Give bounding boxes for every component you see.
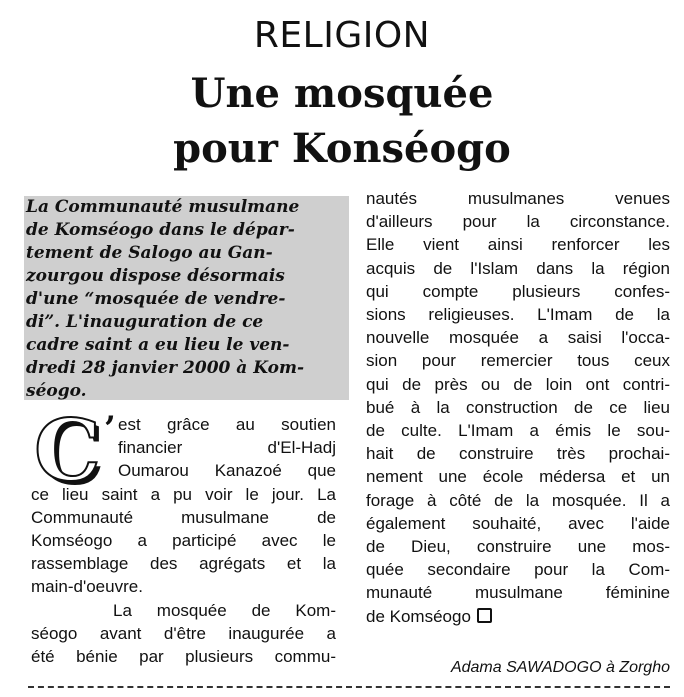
body-line: est grâce au soutien <box>118 415 336 434</box>
body-column-right <box>366 187 670 628</box>
body-line: main-d'oeuvre. <box>31 577 143 597</box>
body-line-last <box>366 605 670 628</box>
section-rubric: RELIGION <box>253 15 431 56</box>
bottom-dashed-rule <box>28 686 670 688</box>
lede-line: cadre saint a eu lieu le ven- <box>26 335 290 355</box>
body-line-text: de Komséogo <box>366 606 471 626</box>
lede-line: di”. L'inauguration de ce <box>26 312 264 332</box>
lede-line: zourgou dispose désormais <box>26 266 285 286</box>
body-line: qui de près ou de loin ont contri- <box>366 374 670 394</box>
body-line: d'ailleurs pour la circonstance. <box>366 212 670 232</box>
drop-cap-apostrophe: ’ <box>104 409 116 449</box>
body-line: forage à côté de la mosquée. Il a <box>366 490 670 510</box>
body-line: sion pour remercier tous ceux <box>366 351 670 371</box>
lede-line: d'une “mosquée de vendre- <box>26 289 286 309</box>
body-line: de Dieu, construire une mos- <box>366 537 670 557</box>
end-of-article-box-icon <box>477 608 492 623</box>
body-line: nouvelle mosquée a saisi l'occa- <box>366 328 670 348</box>
body-line: nement une école médersa et un <box>366 467 670 487</box>
body-line: de culte. L'Imam a émis le sou- <box>366 421 670 441</box>
body-line: acquis de l'Islam dans la région <box>366 258 670 278</box>
lede-line: tement de Salogo au Gan- <box>26 243 273 263</box>
body-line: munauté musulmane féminine <box>366 583 670 603</box>
body-line: rassemblage des agrégats et la <box>31 554 336 574</box>
body-line: ce lieu saint a pu voir le jour. La <box>31 484 336 504</box>
body-line: Communauté musulmane de <box>31 507 336 527</box>
headline-line-1: Une mosquée <box>190 70 494 117</box>
lede-line: dredi 28 janvier 2000 à Kom- <box>26 358 305 378</box>
body-line: sions religieuses. L'Imam de la <box>366 305 670 325</box>
headline-line-2: pour Konséogo <box>173 125 511 172</box>
body-line: qui compte plusieurs confes- <box>366 281 670 301</box>
body-line: également souhaité, avec l'aide <box>366 513 670 533</box>
drop-cap: C <box>34 401 101 500</box>
author-signature: Adama SAWADOGO à Zorgho <box>450 659 670 676</box>
lede-line: La Communauté musulmane <box>26 197 300 217</box>
article-headline <box>0 66 684 176</box>
body-line: financier d'El-Hadj <box>118 438 336 458</box>
lede-line: de Komséogo dans le dépar- <box>26 220 295 240</box>
lede-box <box>24 196 349 400</box>
lede-line: séogo. <box>26 381 87 401</box>
body-line: bué à la construction de ce lieu <box>366 397 670 417</box>
body-column-left <box>31 401 336 668</box>
body-line: La mosquée de Kom- <box>113 600 336 620</box>
body-line: quée secondaire pour la Com- <box>366 560 670 580</box>
body-line: séogo avant d'être inaugurée a <box>31 623 336 643</box>
body-line: Elle vient ainsi renforcer les <box>366 235 670 255</box>
body-line: Oumarou Kanazoé que <box>118 461 336 481</box>
body-line: été bénie par plusieurs commu- <box>31 647 336 667</box>
body-line: nautés musulmanes venues <box>366 189 670 208</box>
body-line: Komséogo a participé avec le <box>31 531 336 551</box>
body-line: hait de construire très prochai- <box>366 444 670 464</box>
